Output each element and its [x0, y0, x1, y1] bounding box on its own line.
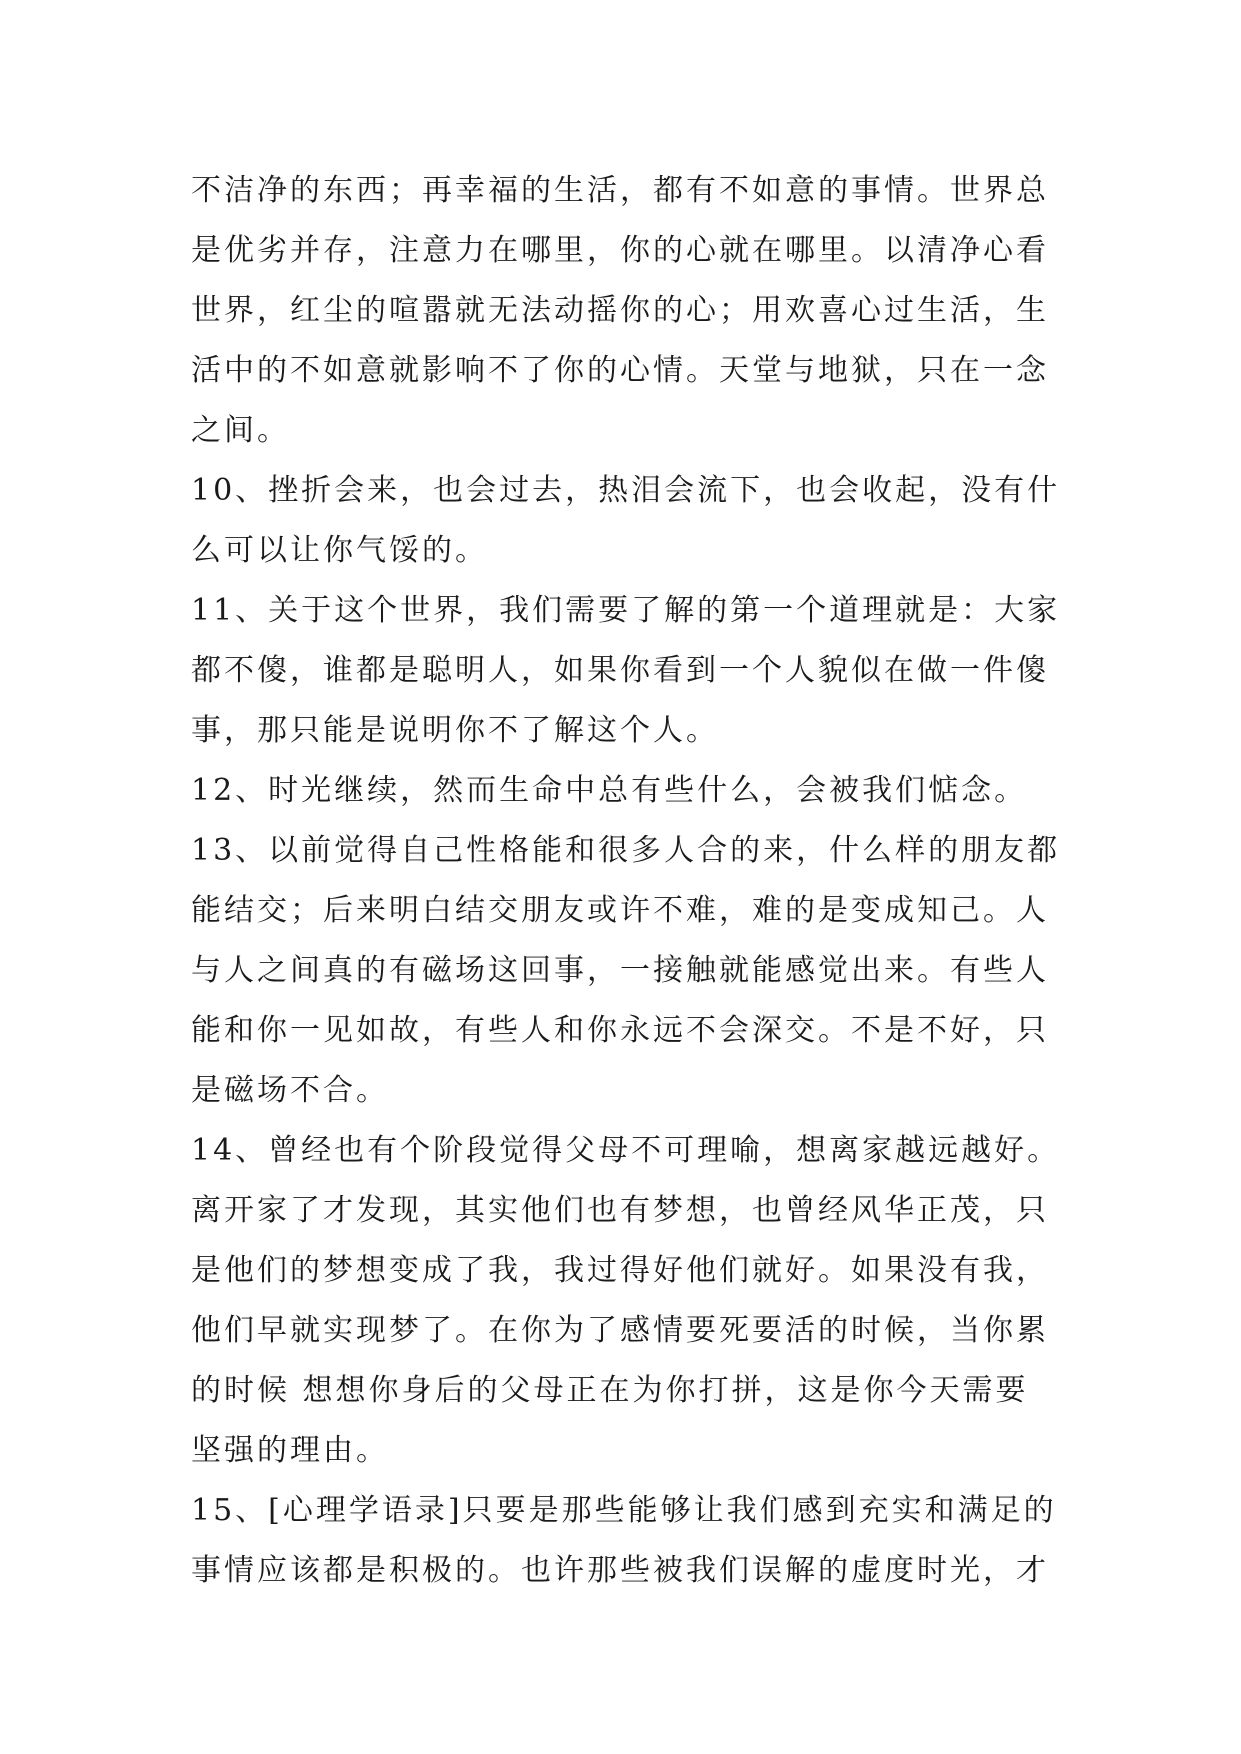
text-line: 事情应该都是积极的。也许那些被我们误解的虚度时光，才 — [191, 1553, 1049, 1588]
text-line: 11、关于这个世界，我们需要了解的第一个道理就是：大家 — [191, 593, 1061, 628]
text-line: 是磁场不合。 — [191, 1073, 389, 1108]
text-line: 14、曾经也有个阶段觉得父母不可理喻，想离家越远越好。 — [191, 1133, 1061, 1168]
text-line: 离开家了才发现，其实他们也有梦想，也曾经风华正茂，只 — [191, 1193, 1049, 1228]
text-line: 事，那只能是说明你不了解这个人。 — [191, 713, 719, 748]
text-line: 12、时光继续，然而生命中总有些什么，会被我们惦念。 — [191, 773, 1028, 808]
text-line: 之间。 — [191, 413, 290, 448]
text-line: 活中的不如意就影响不了你的心情。天堂与地狱，只在一念 — [191, 353, 1049, 388]
text-line: 13、以前觉得自己性格能和很多人合的来，什么样的朋友都 — [191, 833, 1061, 868]
text-line: 世界，红尘的喧嚣就无法动摇你的心；用欢喜心过生活，生 — [191, 293, 1049, 328]
body-text — [191, 161, 1091, 1601]
text-line: 是他们的梦想变成了我，我过得好他们就好。如果没有我， — [191, 1253, 1049, 1288]
text-line: 是优劣并存，注意力在哪里，你的心就在哪里。以清净心看 — [191, 233, 1049, 268]
text-line: 能结交；后来明白结交朋友或许不难，难的是变成知己。人 — [191, 893, 1049, 928]
text-line: 的时候 想想你身后的父母正在为你打拼，这是你今天需要 — [191, 1373, 1029, 1408]
text-line: 他们早就实现梦了。在你为了感情要死要活的时候，当你累 — [191, 1313, 1049, 1348]
text-line: 不洁净的东西；再幸福的生活，都有不如意的事情。世界总 — [191, 173, 1049, 208]
text-line: 么可以让你气馁的。 — [191, 533, 488, 568]
text-line: 能和你一见如故，有些人和你永远不会深交。不是不好，只 — [191, 1013, 1049, 1048]
text-line: 10、挫折会来，也会过去，热泪会流下，也会收起，没有什 — [191, 473, 1061, 508]
text-line: 15、[心理学语录]只要是那些能够让我们感到充实和满足的 — [191, 1493, 1057, 1528]
text-line: 都不傻，谁都是聪明人，如果你看到一个人貌似在做一件傻 — [191, 653, 1049, 688]
text-line: 与人之间真的有磁场这回事，一接触就能感觉出来。有些人 — [191, 953, 1049, 988]
text-line: 坚强的理由。 — [191, 1433, 389, 1468]
